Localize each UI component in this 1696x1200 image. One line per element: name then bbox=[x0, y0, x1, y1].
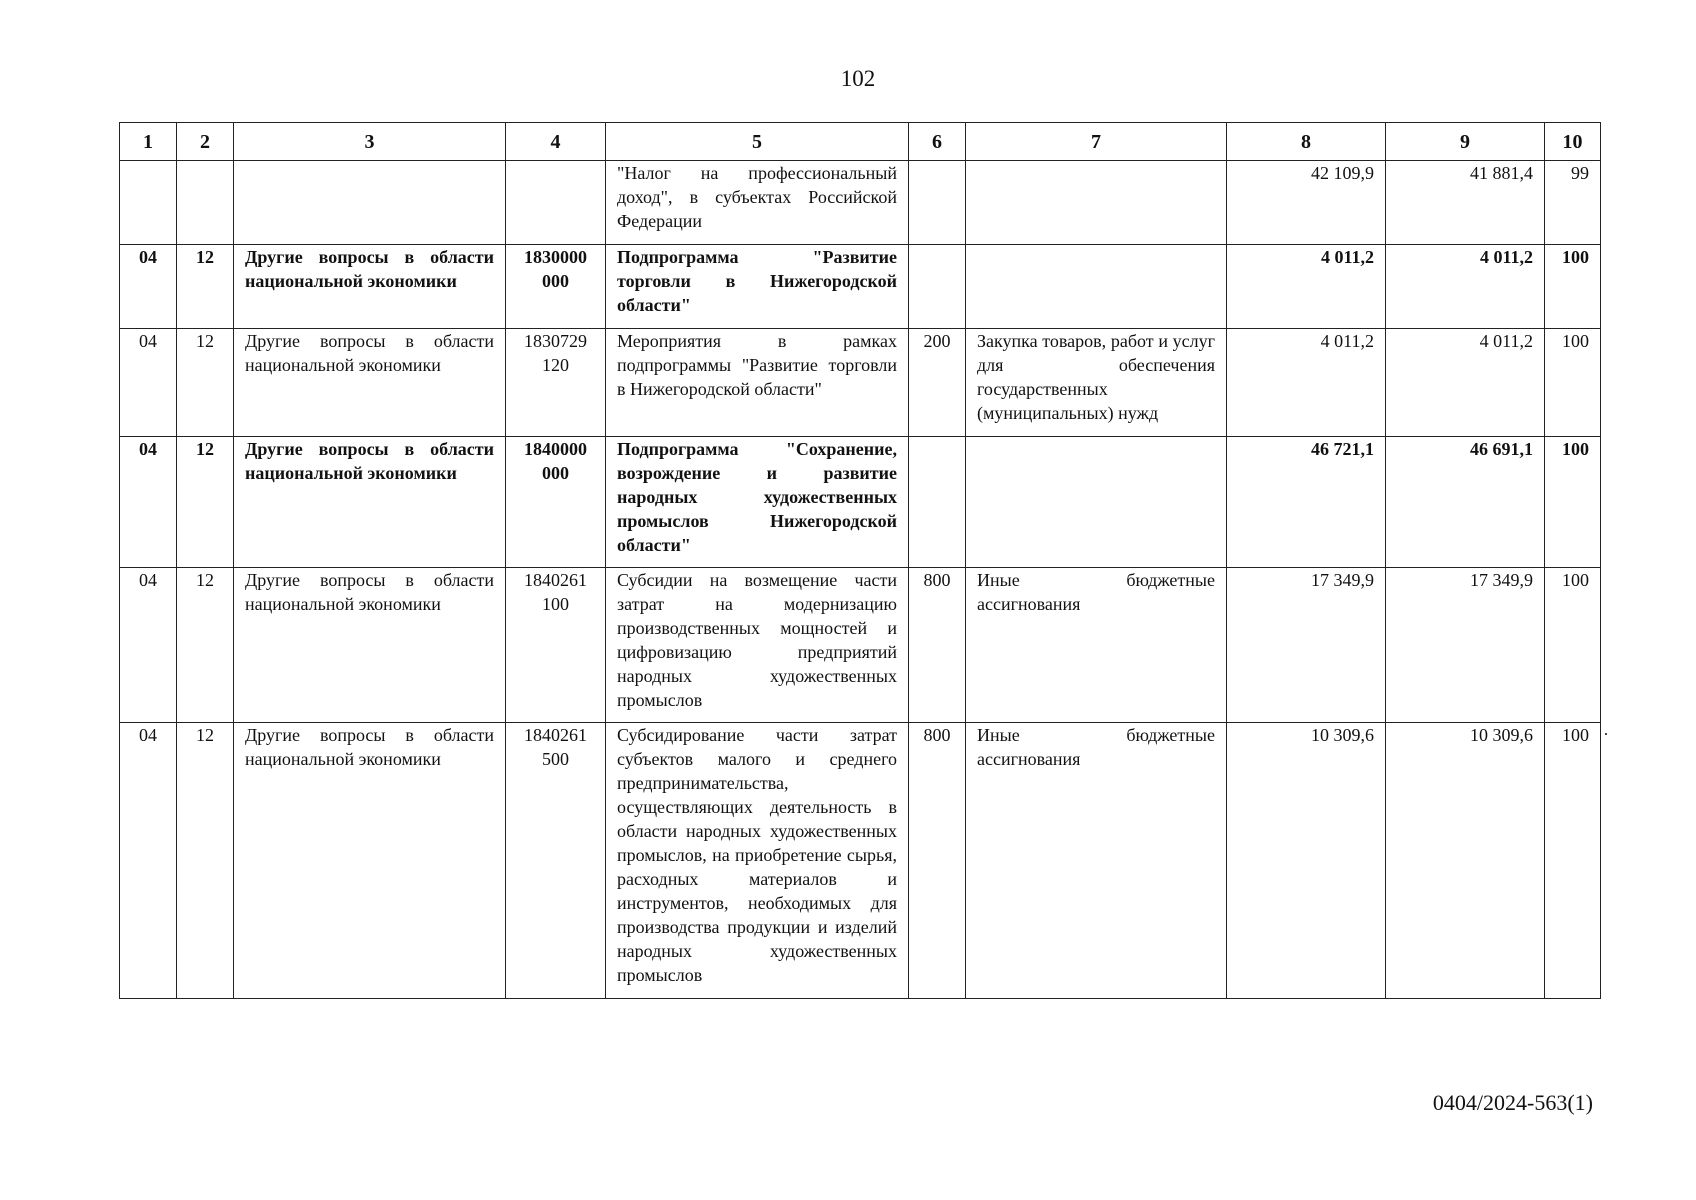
budget-table bbox=[119, 122, 1601, 999]
target-article-code bbox=[506, 161, 606, 245]
subsection-code: 12 bbox=[177, 723, 234, 999]
expense-type-code: 200 bbox=[909, 329, 966, 437]
planned-amount: 42 109,9 bbox=[1227, 161, 1386, 245]
section-name: Другие вопросы в области национальной экономики bbox=[234, 245, 506, 329]
actual-amount: 4 011,2 bbox=[1386, 329, 1545, 437]
subsection-code: 12 bbox=[177, 568, 234, 723]
column-header: 8 bbox=[1227, 123, 1386, 161]
column-header: 7 bbox=[966, 123, 1227, 161]
table-header-row bbox=[120, 123, 1601, 161]
section-name: Другие вопросы в области национальной экономики bbox=[234, 568, 506, 723]
expense-type-name bbox=[966, 245, 1227, 329]
target-article-name: Субсидии на возмещение части затрат на модернизацию производственных мощностей и цифровизацию предприятий народных художественных промыслов bbox=[606, 568, 909, 723]
execution-percent: 100 bbox=[1545, 723, 1601, 999]
section-code: 04 bbox=[120, 329, 177, 437]
section-code: 04 bbox=[120, 437, 177, 568]
planned-amount: 46 721,1 bbox=[1227, 437, 1386, 568]
actual-amount: 17 349,9 bbox=[1386, 568, 1545, 723]
expense-type-code bbox=[909, 437, 966, 568]
expense-type-name: Закупка товаров, работ и услуг для обеспечения государственных (муниципальных) нужд bbox=[966, 329, 1227, 437]
subsection-code: 12 bbox=[177, 437, 234, 568]
actual-amount: 46 691,1 bbox=[1386, 437, 1545, 568]
expense-type-name: Иные бюджетные ассигнования bbox=[966, 723, 1227, 999]
section-code bbox=[120, 161, 177, 245]
table-row bbox=[120, 437, 1601, 568]
section-name: Другие вопросы в области национальной экономики bbox=[234, 723, 506, 999]
page-number: 102 bbox=[840, 66, 876, 91]
column-header: 5 bbox=[606, 123, 909, 161]
actual-amount: 4 011,2 bbox=[1386, 245, 1545, 329]
section-name bbox=[234, 161, 506, 245]
table-row bbox=[120, 245, 1601, 329]
expense-type-name bbox=[966, 437, 1227, 568]
section-code: 04 bbox=[120, 568, 177, 723]
target-article-name: Мероприятия в рамках подпрограммы "Развитие торговли в Нижегородской области" bbox=[606, 329, 909, 437]
section-name: Другие вопросы в области национальной экономики bbox=[234, 329, 506, 437]
expense-type-name: Иные бюджетные ассигнования bbox=[966, 568, 1227, 723]
table-row bbox=[120, 723, 1601, 999]
target-article-code: 1840261 500 bbox=[506, 723, 606, 999]
target-article-name: Подпрограмма "Развитие торговли в Нижегородской области" bbox=[606, 245, 909, 329]
subsection-code: 12 bbox=[177, 329, 234, 437]
expense-type-code bbox=[909, 245, 966, 329]
expense-type-code: 800 bbox=[909, 723, 966, 999]
column-header: 1 bbox=[120, 123, 177, 161]
document-code: 0404/2024-563(1) bbox=[1432, 1090, 1593, 1115]
target-article-code: 1830729 120 bbox=[506, 329, 606, 437]
subsection-code: 12 bbox=[177, 245, 234, 329]
subsection-code bbox=[177, 161, 234, 245]
target-article-code: 1840261 100 bbox=[506, 568, 606, 723]
planned-amount: 4 011,2 bbox=[1227, 245, 1386, 329]
table-row bbox=[120, 568, 1601, 723]
expense-type-code bbox=[909, 161, 966, 245]
column-header: 6 bbox=[909, 123, 966, 161]
scan-speck bbox=[1605, 733, 1607, 735]
planned-amount: 10 309,6 bbox=[1227, 723, 1386, 999]
section-code: 04 bbox=[120, 723, 177, 999]
target-article-code: 1830000 000 bbox=[506, 245, 606, 329]
execution-percent: 100 bbox=[1545, 568, 1601, 723]
target-article-name: "Налог на профессиональный доход", в субъектах Российской Федерации bbox=[606, 161, 909, 245]
column-header: 9 bbox=[1386, 123, 1545, 161]
execution-percent: 99 bbox=[1545, 161, 1601, 245]
target-article-name: Подпрограмма "Сохранение, возрождение и развитие народных художественных промыслов Нижегородской области" bbox=[606, 437, 909, 568]
column-header: 10 bbox=[1545, 123, 1601, 161]
planned-amount: 17 349,9 bbox=[1227, 568, 1386, 723]
column-header: 4 bbox=[506, 123, 606, 161]
table-row bbox=[120, 329, 1601, 437]
expense-type-code: 800 bbox=[909, 568, 966, 723]
planned-amount: 4 011,2 bbox=[1227, 329, 1386, 437]
execution-percent: 100 bbox=[1545, 245, 1601, 329]
section-name: Другие вопросы в области национальной экономики bbox=[234, 437, 506, 568]
table-row bbox=[120, 161, 1601, 245]
execution-percent: 100 bbox=[1545, 329, 1601, 437]
actual-amount: 41 881,4 bbox=[1386, 161, 1545, 245]
actual-amount: 10 309,6 bbox=[1386, 723, 1545, 999]
execution-percent: 100 bbox=[1545, 437, 1601, 568]
column-header: 2 bbox=[177, 123, 234, 161]
expense-type-name bbox=[966, 161, 1227, 245]
target-article-code: 1840000 000 bbox=[506, 437, 606, 568]
column-header: 3 bbox=[234, 123, 506, 161]
section-code: 04 bbox=[120, 245, 177, 329]
target-article-name: Субсидирование части затрат субъектов малого и среднего предпринимательства, осуществляющих деятельность в области народных художественных промыслов, на приобретение сырья, расходных материалов и инструментов, необходимых для производства продукции и изделий народных художественных промыслов bbox=[606, 723, 909, 999]
